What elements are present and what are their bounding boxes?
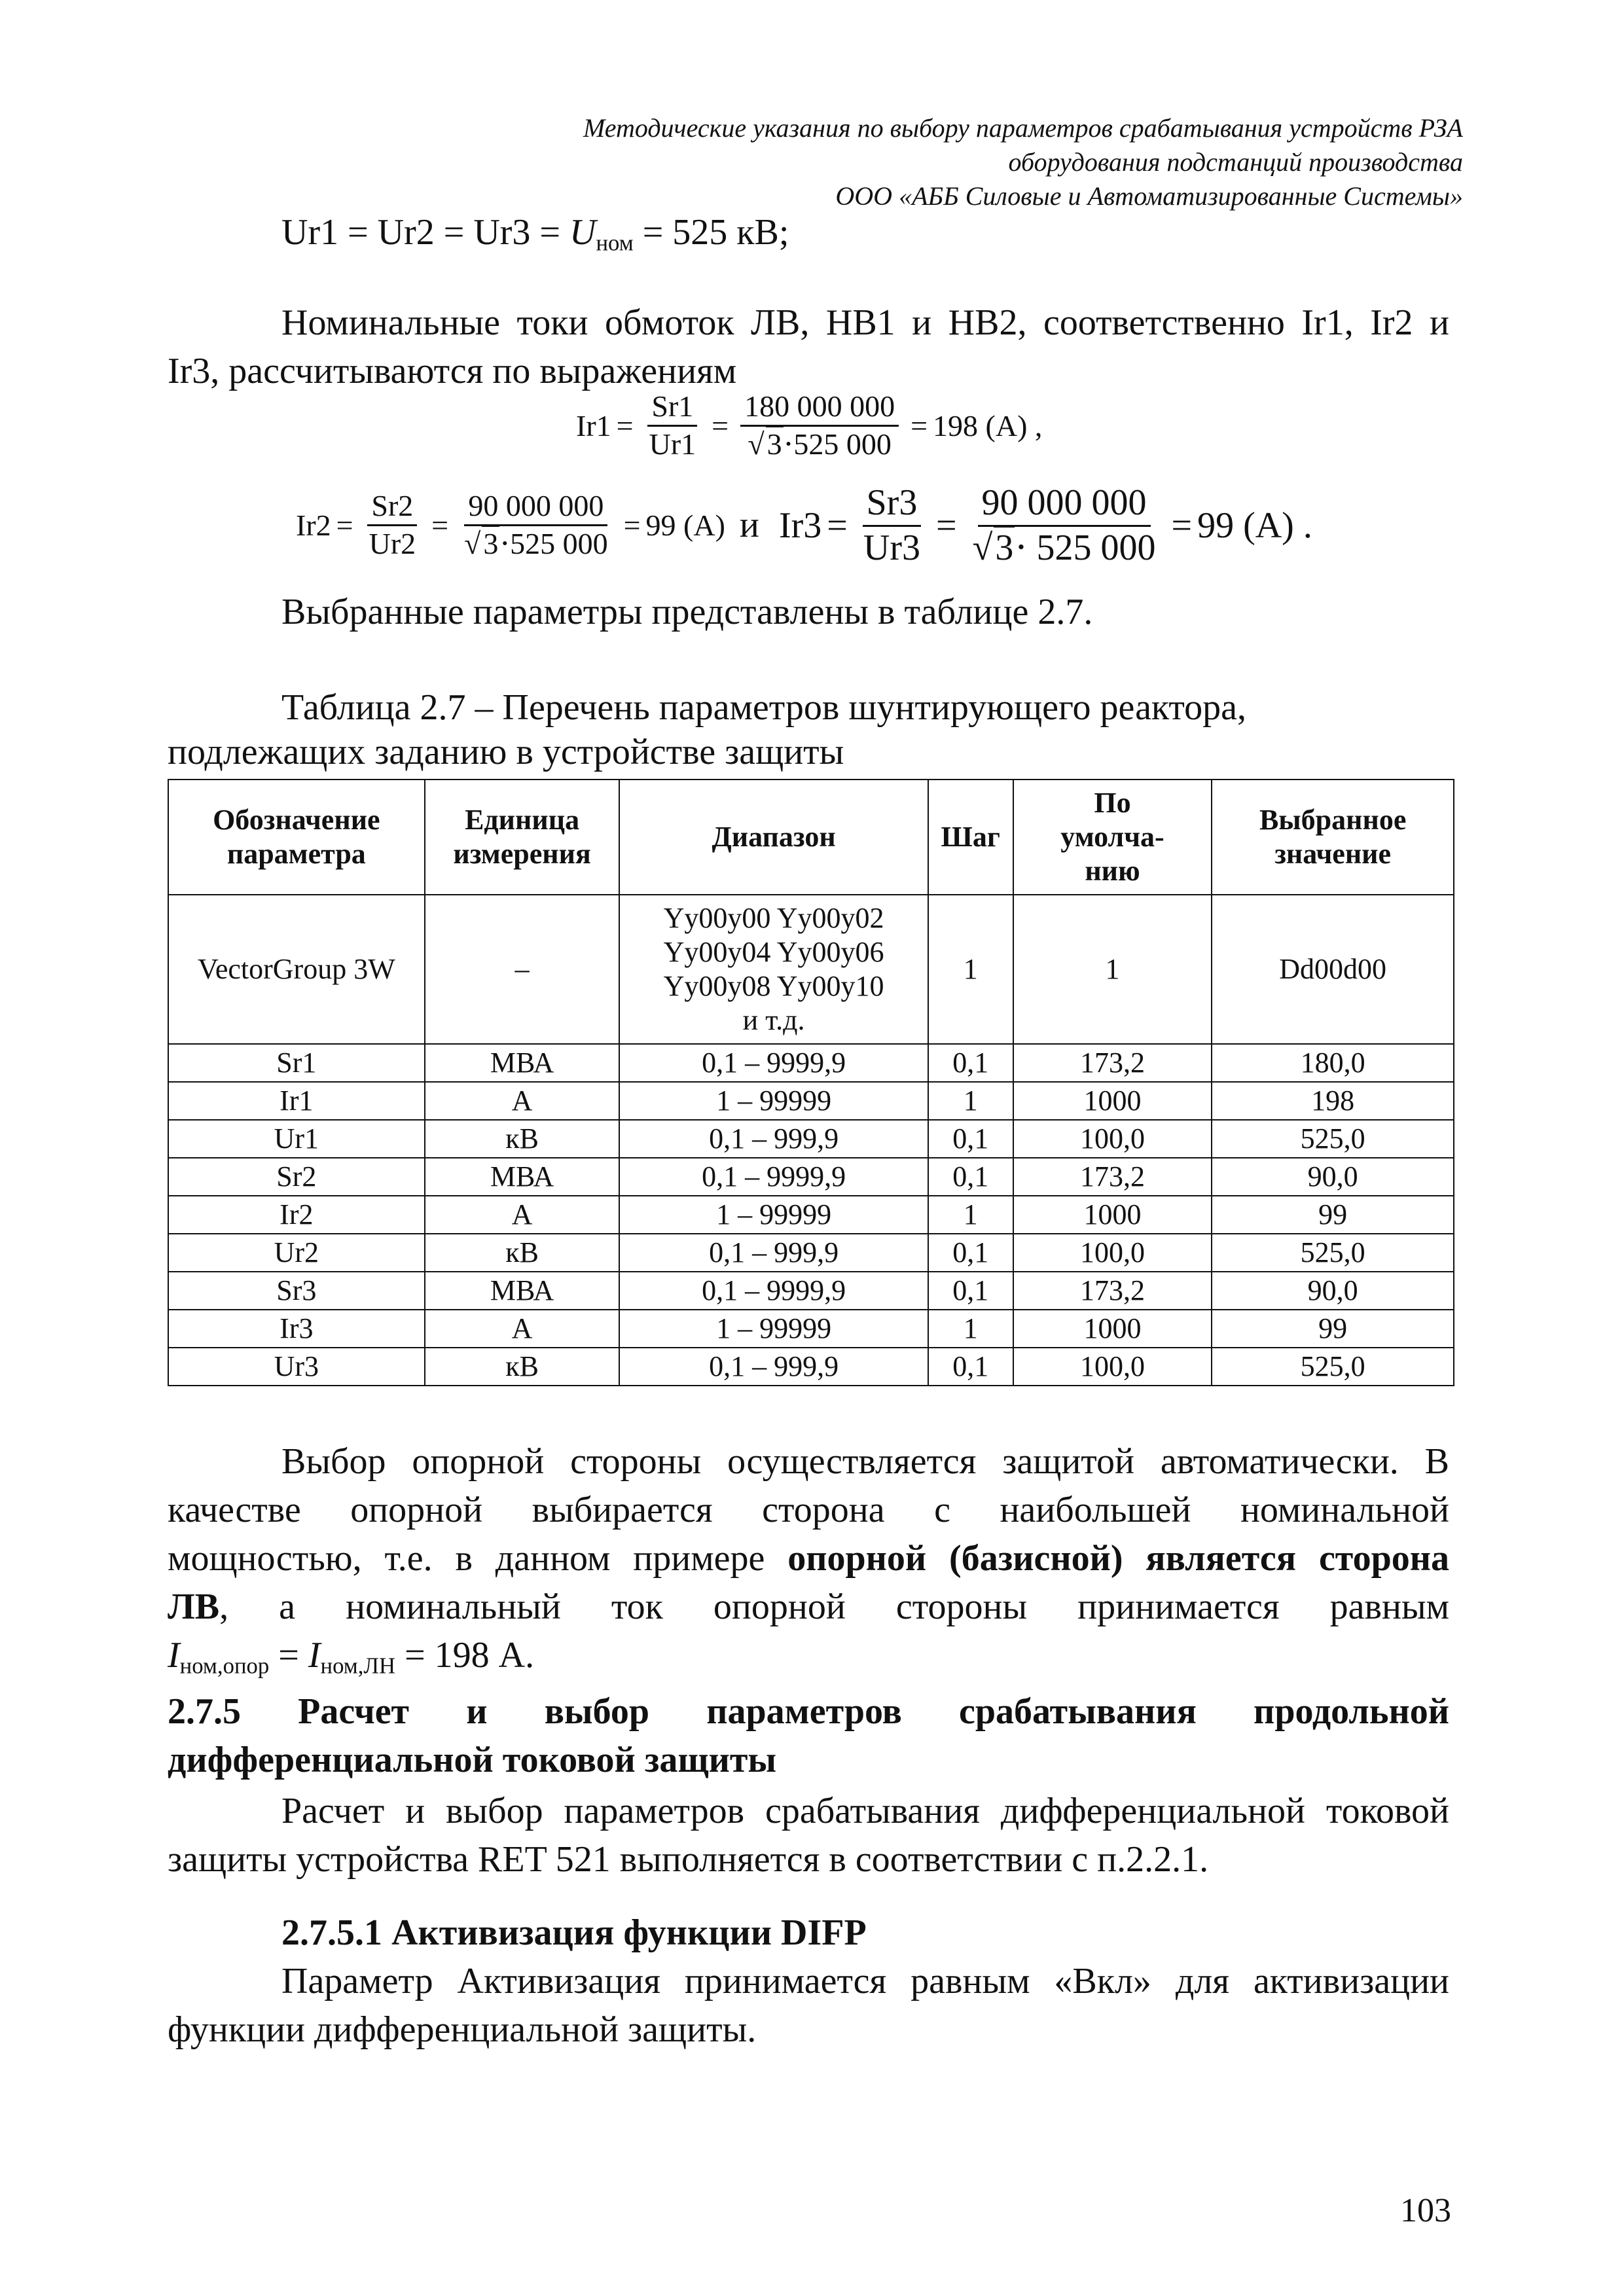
table-cell: МВА xyxy=(425,1158,620,1196)
fraction: $\frac{180 000 000}{√3\cdot 525 000}$ xyxy=(740,390,899,461)
fraction: $\frac{Sr2}{Ur2}$ xyxy=(365,490,420,560)
table-cell: А xyxy=(425,1082,620,1120)
table-row xyxy=(168,1310,1454,1348)
table-cell: 173,2 xyxy=(1013,1044,1212,1082)
paragraph-line: качестве опорной выбирается сторона с наибольшей номинальной xyxy=(168,1490,1449,1530)
table-cell: 525,0 xyxy=(1212,1120,1454,1158)
column-header: По умолча- нию xyxy=(1013,780,1212,895)
table-cell: 0,1 xyxy=(928,1044,1013,1082)
table-cell: 525,0 xyxy=(1212,1348,1454,1386)
page-number: 103 xyxy=(1400,2192,1451,2229)
column-header: Выбранное значение xyxy=(1212,780,1454,895)
table-cell: 0,1 xyxy=(928,1120,1013,1158)
paragraph-line: функции дифференциальной защиты. xyxy=(168,2009,757,2050)
column-header: Обозначение параметра xyxy=(168,780,425,895)
table-cell: кВ xyxy=(425,1234,620,1272)
table-cell: 1000 xyxy=(1013,1310,1212,1348)
fraction: $\frac{Sr3}{Ur3}$ xyxy=(863,482,920,568)
section-heading: 2.7.5 Расчет и выбор параметров срабатывания продольной xyxy=(168,1691,1449,1732)
table-cell: 0,1 xyxy=(928,1234,1013,1272)
fraction: $\frac{Sr1}{Ur1}$ xyxy=(645,390,700,461)
table-row xyxy=(168,1348,1454,1386)
table-cell: 90,0 xyxy=(1212,1272,1454,1310)
table-row xyxy=(168,1120,1454,1158)
table-cell: 0,1 xyxy=(928,1272,1013,1310)
reference-current-equation: $I_{ном,опор} = I_{ном,ЛН} = 198$ А. xyxy=(168,1635,535,1679)
column-header: Диапазон xyxy=(619,780,928,895)
table-cell: Ur2 xyxy=(168,1234,425,1272)
formula-ir1: Ir1 = $\frac{Sr1}{Ur1}$ = $\frac{180 000 000}{√3\cdot 525 000}$ = 198 (А) , xyxy=(576,389,1043,461)
table-cell: А xyxy=(425,1310,620,1348)
running-header xyxy=(285,111,1463,213)
table-cell: 0,1 – 9999,9 xyxy=(619,1158,928,1196)
table-row xyxy=(168,1196,1454,1234)
rated-voltage-equation: $Ur1 = Ur2 = Ur3 = U_{ном} = 525$ кВ; xyxy=(281,212,789,256)
header-line: Методические указания по выбору параметров срабатывания устройств РЗА xyxy=(583,113,1463,143)
table-cell: Sr2 xyxy=(168,1158,425,1196)
table-row xyxy=(168,1234,1454,1272)
table-cell: 0,1 – 9999,9 xyxy=(619,1044,928,1082)
table-cell: 0,1 – 999,9 xyxy=(619,1234,928,1272)
fraction: $\frac{90 000 000}{√3\cdot 525 000}$ xyxy=(972,482,1156,568)
table-cell: А xyxy=(425,1196,620,1234)
column-header: Единица измерения xyxy=(425,780,620,895)
table-cell: кВ xyxy=(425,1348,620,1386)
table-cell: 0,1 xyxy=(928,1158,1013,1196)
fraction: $\frac{90 000 000}{√3\cdot 525 000}$ xyxy=(464,489,608,560)
table-cell: 1000 xyxy=(1013,1196,1212,1234)
sqrt-symbol: √3 xyxy=(464,528,499,561)
table-cell: Ir3 xyxy=(168,1310,425,1348)
table-cell: 0,1 xyxy=(928,1348,1013,1386)
column-header: Шаг xyxy=(928,780,1013,895)
table-cell: Sr1 xyxy=(168,1044,425,1082)
table-row xyxy=(168,1158,1454,1196)
sqrt-symbol: √3 xyxy=(748,428,783,461)
table-cell: Ur1 xyxy=(168,1120,425,1158)
table-cell: 99 xyxy=(1212,1310,1454,1348)
table-cell: 1 – 99999 xyxy=(619,1310,928,1348)
table-row xyxy=(168,1044,1454,1082)
sqrt-symbol: √3 xyxy=(973,528,1015,569)
paragraph-line: защиты устройства RET 521 выполняется в соответствии с п.2.2.1. xyxy=(168,1839,1209,1880)
table-cell: 1 xyxy=(928,1082,1013,1120)
table-cell: 99 xyxy=(1212,1196,1454,1234)
table-header-row xyxy=(168,780,1454,895)
table-cell: 173,2 xyxy=(1013,1272,1212,1310)
paragraph-line: ЛВ, а номинальный ток опорной стороны принимается равным xyxy=(168,1587,1449,1627)
table-row: VectorGroup 3W – Yy00y00 Yy00y02 Yy00y04 Yy00y06 Yy00y08 Yy00y10 и т.д. 1 1 Dd00d00 xyxy=(168,895,1454,1044)
table-cell: Sr3 xyxy=(168,1272,425,1310)
table-cell: 1 xyxy=(928,1196,1013,1234)
table-cell: Ur3 xyxy=(168,1348,425,1386)
table-row xyxy=(168,1272,1454,1310)
table-row xyxy=(168,1082,1454,1120)
table-cell: 100,0 xyxy=(1013,1348,1212,1386)
subsection-heading: 2.7.5.1 Активизация функции DIFP xyxy=(281,1912,867,1953)
paragraph-line: Выбранные параметры представлены в таблице 2.7. xyxy=(281,592,1093,632)
table-cell: 0,1 – 9999,9 xyxy=(619,1272,928,1310)
table-cell: 100,0 xyxy=(1013,1120,1212,1158)
table-cell: 1000 xyxy=(1013,1082,1212,1120)
table-cell: 1 xyxy=(928,1310,1013,1348)
table-cell: 0,1 – 999,9 xyxy=(619,1120,928,1158)
paragraph-line: Параметр Активизация принимается равным «Вкл» для активизации xyxy=(281,1961,1449,2001)
paragraph-line: Выбор опорной стороны осуществляется защитой автоматически. В xyxy=(281,1441,1449,1482)
table-cell: 180,0 xyxy=(1212,1044,1454,1082)
table-cell: Ir2 xyxy=(168,1196,425,1234)
paragraph-line: мощностью, т.е. в данном примере опорной (базисной) является сторона xyxy=(168,1538,1449,1579)
paragraph-line: Ir3, рассчитываются по выражениям xyxy=(168,351,737,391)
table-cell: 90,0 xyxy=(1212,1158,1454,1196)
table-cell: кВ xyxy=(425,1120,620,1158)
table-caption: Таблица 2.7 – Перечень параметров шунтирующего реактора, xyxy=(281,687,1246,728)
table-cell: МВА xyxy=(425,1044,620,1082)
formula-ir2: Ir2 = $\frac{Sr2}{Ur2}$ = $\frac{90 000 000}{√3\cdot 525 000}$ = 99 (А) и xyxy=(296,489,759,560)
formula-ir3: Ir3 = $\frac{Sr3}{Ur3}$ = $\frac{90 000 000}{√3\cdot 525 000}$ = 99 (А) . xyxy=(779,482,1312,568)
table-cell: 1 – 99999 xyxy=(619,1082,928,1120)
header-line: ООО «АББ Силовые и Автоматизированные Системы» xyxy=(835,181,1463,211)
header-line: оборудования подстанций производства xyxy=(1008,147,1463,177)
table-cell: 1 – 99999 xyxy=(619,1196,928,1234)
paragraph-line: Номинальные токи обмоток ЛВ, НВ1 и НВ2, соответственно Ir1, Ir2 и xyxy=(281,302,1449,343)
paragraph-line: Расчет и выбор параметров срабатывания дифференциальной токовой xyxy=(281,1791,1449,1831)
table-cell: 198 xyxy=(1212,1082,1454,1120)
table-cell: Ir1 xyxy=(168,1082,425,1120)
table-cell: 0,1 – 999,9 xyxy=(619,1348,928,1386)
table-cell: МВА xyxy=(425,1272,620,1310)
section-heading: дифференциальной токовой защиты xyxy=(168,1740,777,1780)
table-cell: 100,0 xyxy=(1013,1234,1212,1272)
parameters-table xyxy=(168,779,1454,1386)
table-cell: 525,0 xyxy=(1212,1234,1454,1272)
table-caption: подлежащих заданию в устройстве защиты xyxy=(168,732,844,772)
table-cell: 173,2 xyxy=(1013,1158,1212,1196)
